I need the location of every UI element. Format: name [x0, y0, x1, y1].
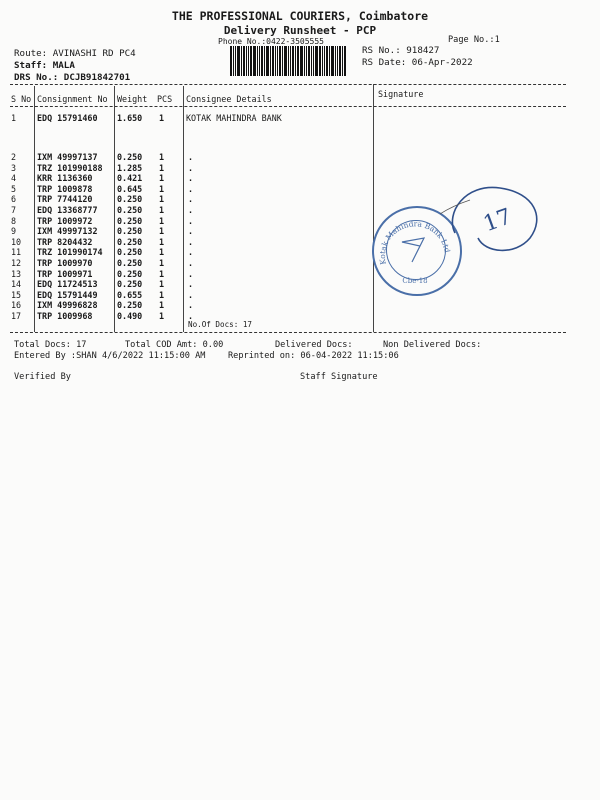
col-consignment: Consignment No [37, 94, 108, 104]
row-sno: 17 [11, 311, 22, 321]
table-row [0, 290, 600, 300]
row-sno: 5 [11, 183, 17, 194]
barcode-bar [319, 46, 321, 76]
barcode-bar [246, 46, 247, 76]
rs-date: RS Date: 06-Apr-2022 [362, 57, 473, 68]
row-consignee: KOTAK MAHINDRA BANK [186, 113, 282, 123]
row-consignee: . [188, 311, 194, 321]
row-sno: 8 [11, 215, 17, 226]
row-pcs: 1 [159, 194, 165, 205]
row-pcs: 1 [159, 258, 165, 268]
row-sno: 16 [11, 300, 22, 311]
barcode-bar [339, 46, 341, 76]
row-consignee: . [188, 183, 194, 194]
barcode-bar [300, 46, 303, 76]
non-delivered-docs: Non Delivered Docs: [383, 340, 482, 350]
table-row [0, 279, 600, 289]
row-consignee: . [188, 162, 194, 173]
barcode-bar [235, 46, 236, 76]
row-weight: 0.250 [117, 300, 143, 311]
entered-by: Entered By :SHAN 4/6/2022 11:15:00 AM [14, 351, 206, 361]
row-consignment: TRP 1009968 [37, 311, 93, 321]
verified-by: Verified By [14, 372, 71, 382]
barcode-bar [304, 46, 305, 76]
table-row [0, 152, 600, 162]
no-of-docs: No.Of Docs: 17 [188, 320, 253, 329]
row-sno: 10 [11, 236, 22, 247]
table-row [0, 311, 600, 321]
drs-number: DRS No.: DCJB91842701 [14, 72, 131, 83]
row-weight: 0.250 [117, 194, 143, 205]
table-row [0, 113, 600, 123]
row-sno: 1 [11, 113, 17, 123]
col-sno: S No [11, 94, 32, 104]
barcode-bar [313, 46, 314, 76]
staff-label: Staff: MALA [14, 60, 75, 71]
staff-signature: Staff Signature [300, 372, 378, 382]
row-weight: 0.250 [117, 152, 143, 162]
phone-number: Phone No.:0422-3505555 [218, 37, 324, 46]
row-consignment: EDQ 11724513 [37, 279, 98, 290]
document-title: Delivery Runsheet - PCP [223, 24, 377, 37]
row-consignment: EDQ 13368777 [37, 205, 98, 215]
delivered-docs: Delivered Docs: [275, 340, 353, 350]
row-consignee: . [188, 279, 194, 290]
row-consignment: TRP 8204432 [37, 236, 93, 247]
row-consignee: . [188, 194, 194, 205]
table-row [0, 269, 600, 279]
row-pcs: 1 [159, 183, 165, 194]
row-consignee: . [188, 300, 194, 311]
row-pcs: 1 [159, 289, 165, 300]
row-consignee: . [188, 289, 194, 300]
company-title: THE PROFESSIONAL COURIERS, Coimbatore [171, 9, 429, 23]
row-weight: 0.421 [117, 173, 143, 184]
row-pcs: 1 [159, 113, 165, 123]
barcode-bar [297, 46, 299, 76]
barcode-bar [284, 46, 287, 76]
table-row [0, 163, 600, 173]
row-consignment: TRP 7744120 [37, 194, 93, 205]
total-docs: Total Docs: 17 [14, 340, 87, 350]
barcode-bar [335, 46, 336, 76]
row-consignee: . [188, 258, 194, 268]
row-weight: 1.285 [117, 162, 143, 173]
barcode-bar [243, 46, 245, 76]
row-weight: 0.250 [117, 279, 143, 290]
row-consignment: TRP 1009878 [37, 183, 93, 194]
row-consignment: TRP 1009970 [37, 258, 93, 268]
barcode-bar [266, 46, 269, 76]
row-consignment: TRZ 101990188 [37, 162, 103, 173]
row-sno: 14 [11, 279, 22, 290]
barcode-bar [311, 46, 312, 76]
total-cod: Total COD Amt: 0.00 [125, 340, 224, 350]
barcode-bar [344, 46, 346, 76]
row-consignee: . [188, 226, 194, 237]
barcode-bar [337, 46, 338, 76]
row-sno: 11 [11, 247, 22, 258]
row-consignment: TRZ 101990174 [37, 247, 103, 258]
row-pcs: 1 [159, 279, 165, 290]
row-pcs: 1 [159, 311, 165, 321]
table-header-rule [10, 106, 566, 107]
route-label: Route: AVINASHI RD PC4 [14, 48, 136, 59]
row-weight: 0.250 [117, 215, 143, 226]
page-number: Page No.:1 [448, 35, 500, 45]
table-header [0, 94, 600, 104]
row-weight: 0.655 [117, 289, 143, 300]
row-consignee: . [188, 205, 194, 215]
barcode-bar [322, 46, 323, 76]
row-pcs: 1 [159, 268, 165, 279]
stamp-name: Kotak Mahindra Bank Ltd [377, 219, 452, 266]
row-consignee: . [188, 173, 194, 184]
row-sno: 6 [11, 194, 17, 205]
barcode-bar [261, 46, 263, 76]
row-consignee: . [188, 152, 194, 162]
row-sno: 2 [11, 152, 17, 162]
barcode-bar [329, 46, 330, 76]
barcode-bar [324, 46, 325, 76]
row-weight: 0.250 [117, 205, 143, 215]
barcode-bar [315, 46, 318, 76]
barcode-bar [290, 46, 291, 76]
barcode-bar [326, 46, 328, 76]
row-weight: 0.490 [117, 311, 143, 321]
row-consignment: IXM 49997137 [37, 152, 98, 162]
barcode-bar [253, 46, 256, 76]
barcode-bar [230, 46, 232, 76]
row-consignment: EDQ 15791460 [37, 113, 98, 123]
row-pcs: 1 [159, 236, 165, 247]
barcode-bar [272, 46, 274, 76]
barcode-bar [270, 46, 271, 76]
row-pcs: 1 [159, 173, 165, 184]
row-sno: 3 [11, 162, 17, 173]
barcode-bar [257, 46, 258, 76]
row-pcs: 1 [159, 226, 165, 237]
barcode-bar [308, 46, 310, 76]
row-pcs: 1 [159, 247, 165, 258]
col-weight: Weight [117, 94, 148, 104]
barcode-bar [241, 46, 242, 76]
barcode-bar [306, 46, 307, 76]
barcode-bar [264, 46, 265, 76]
row-pcs: 1 [159, 300, 165, 311]
barcode-bar [248, 46, 249, 76]
barcode-bar [292, 46, 294, 76]
col-consignee: Consignee Details [186, 94, 272, 104]
barcode-bar [342, 46, 343, 76]
row-pcs: 1 [159, 152, 165, 162]
row-weight: 0.250 [117, 247, 143, 258]
row-weight: 0.250 [117, 258, 143, 268]
barcode-bar [331, 46, 334, 76]
row-pcs: 1 [159, 215, 165, 226]
barcode [230, 46, 358, 76]
row-weight: 1.650 [117, 113, 143, 123]
row-weight: 0.250 [117, 236, 143, 247]
reprinted-on: Reprinted on: 06-04-2022 11:15:06 [228, 351, 399, 361]
row-weight: 0.250 [117, 268, 143, 279]
barcode-bar [237, 46, 240, 76]
row-sno: 9 [11, 226, 17, 237]
barcode-bar [288, 46, 289, 76]
barcode-bar [277, 46, 278, 76]
table-bottom-rule [10, 332, 566, 333]
row-weight: 0.250 [117, 226, 143, 237]
signature-number: 17 [480, 204, 516, 238]
row-pcs: 1 [159, 205, 165, 215]
barcode-bar [295, 46, 296, 76]
row-consignee: . [188, 215, 194, 226]
rs-number: RS No.: 918427 [362, 45, 440, 56]
barcode-bar [275, 46, 276, 76]
barcode-bar [282, 46, 283, 76]
row-consignee: . [188, 236, 194, 247]
row-consignment: TRP 1009972 [37, 215, 93, 226]
row-consignee: . [188, 247, 194, 258]
row-consignment: KRR 1136360 [37, 173, 93, 184]
row-sno: 15 [11, 289, 22, 300]
barcode-bar [250, 46, 252, 76]
row-pcs: 1 [159, 162, 165, 173]
row-consignment: IXM 49996828 [37, 300, 98, 311]
col-pcs: PCS [157, 94, 173, 104]
row-weight: 0.645 [117, 183, 143, 194]
table-top-rule [10, 84, 566, 85]
barcode-bar [233, 46, 234, 76]
row-consignment: TRP 1009971 [37, 268, 93, 279]
row-sno: 12 [11, 258, 22, 268]
stamp-sub: Cbe-18 [402, 277, 428, 285]
row-sno: 13 [11, 268, 22, 279]
barcode-bar [279, 46, 281, 76]
col-signature: Signature [378, 89, 424, 99]
barcode-bar [259, 46, 260, 76]
signature-mark [440, 178, 550, 268]
row-sno: 4 [11, 173, 17, 184]
row-consignment: EDQ 15791449 [37, 289, 98, 300]
row-consignment: IXM 49997132 [37, 226, 98, 237]
row-sno: 7 [11, 205, 17, 215]
table-row [0, 300, 600, 310]
row-consignee: . [188, 268, 194, 279]
